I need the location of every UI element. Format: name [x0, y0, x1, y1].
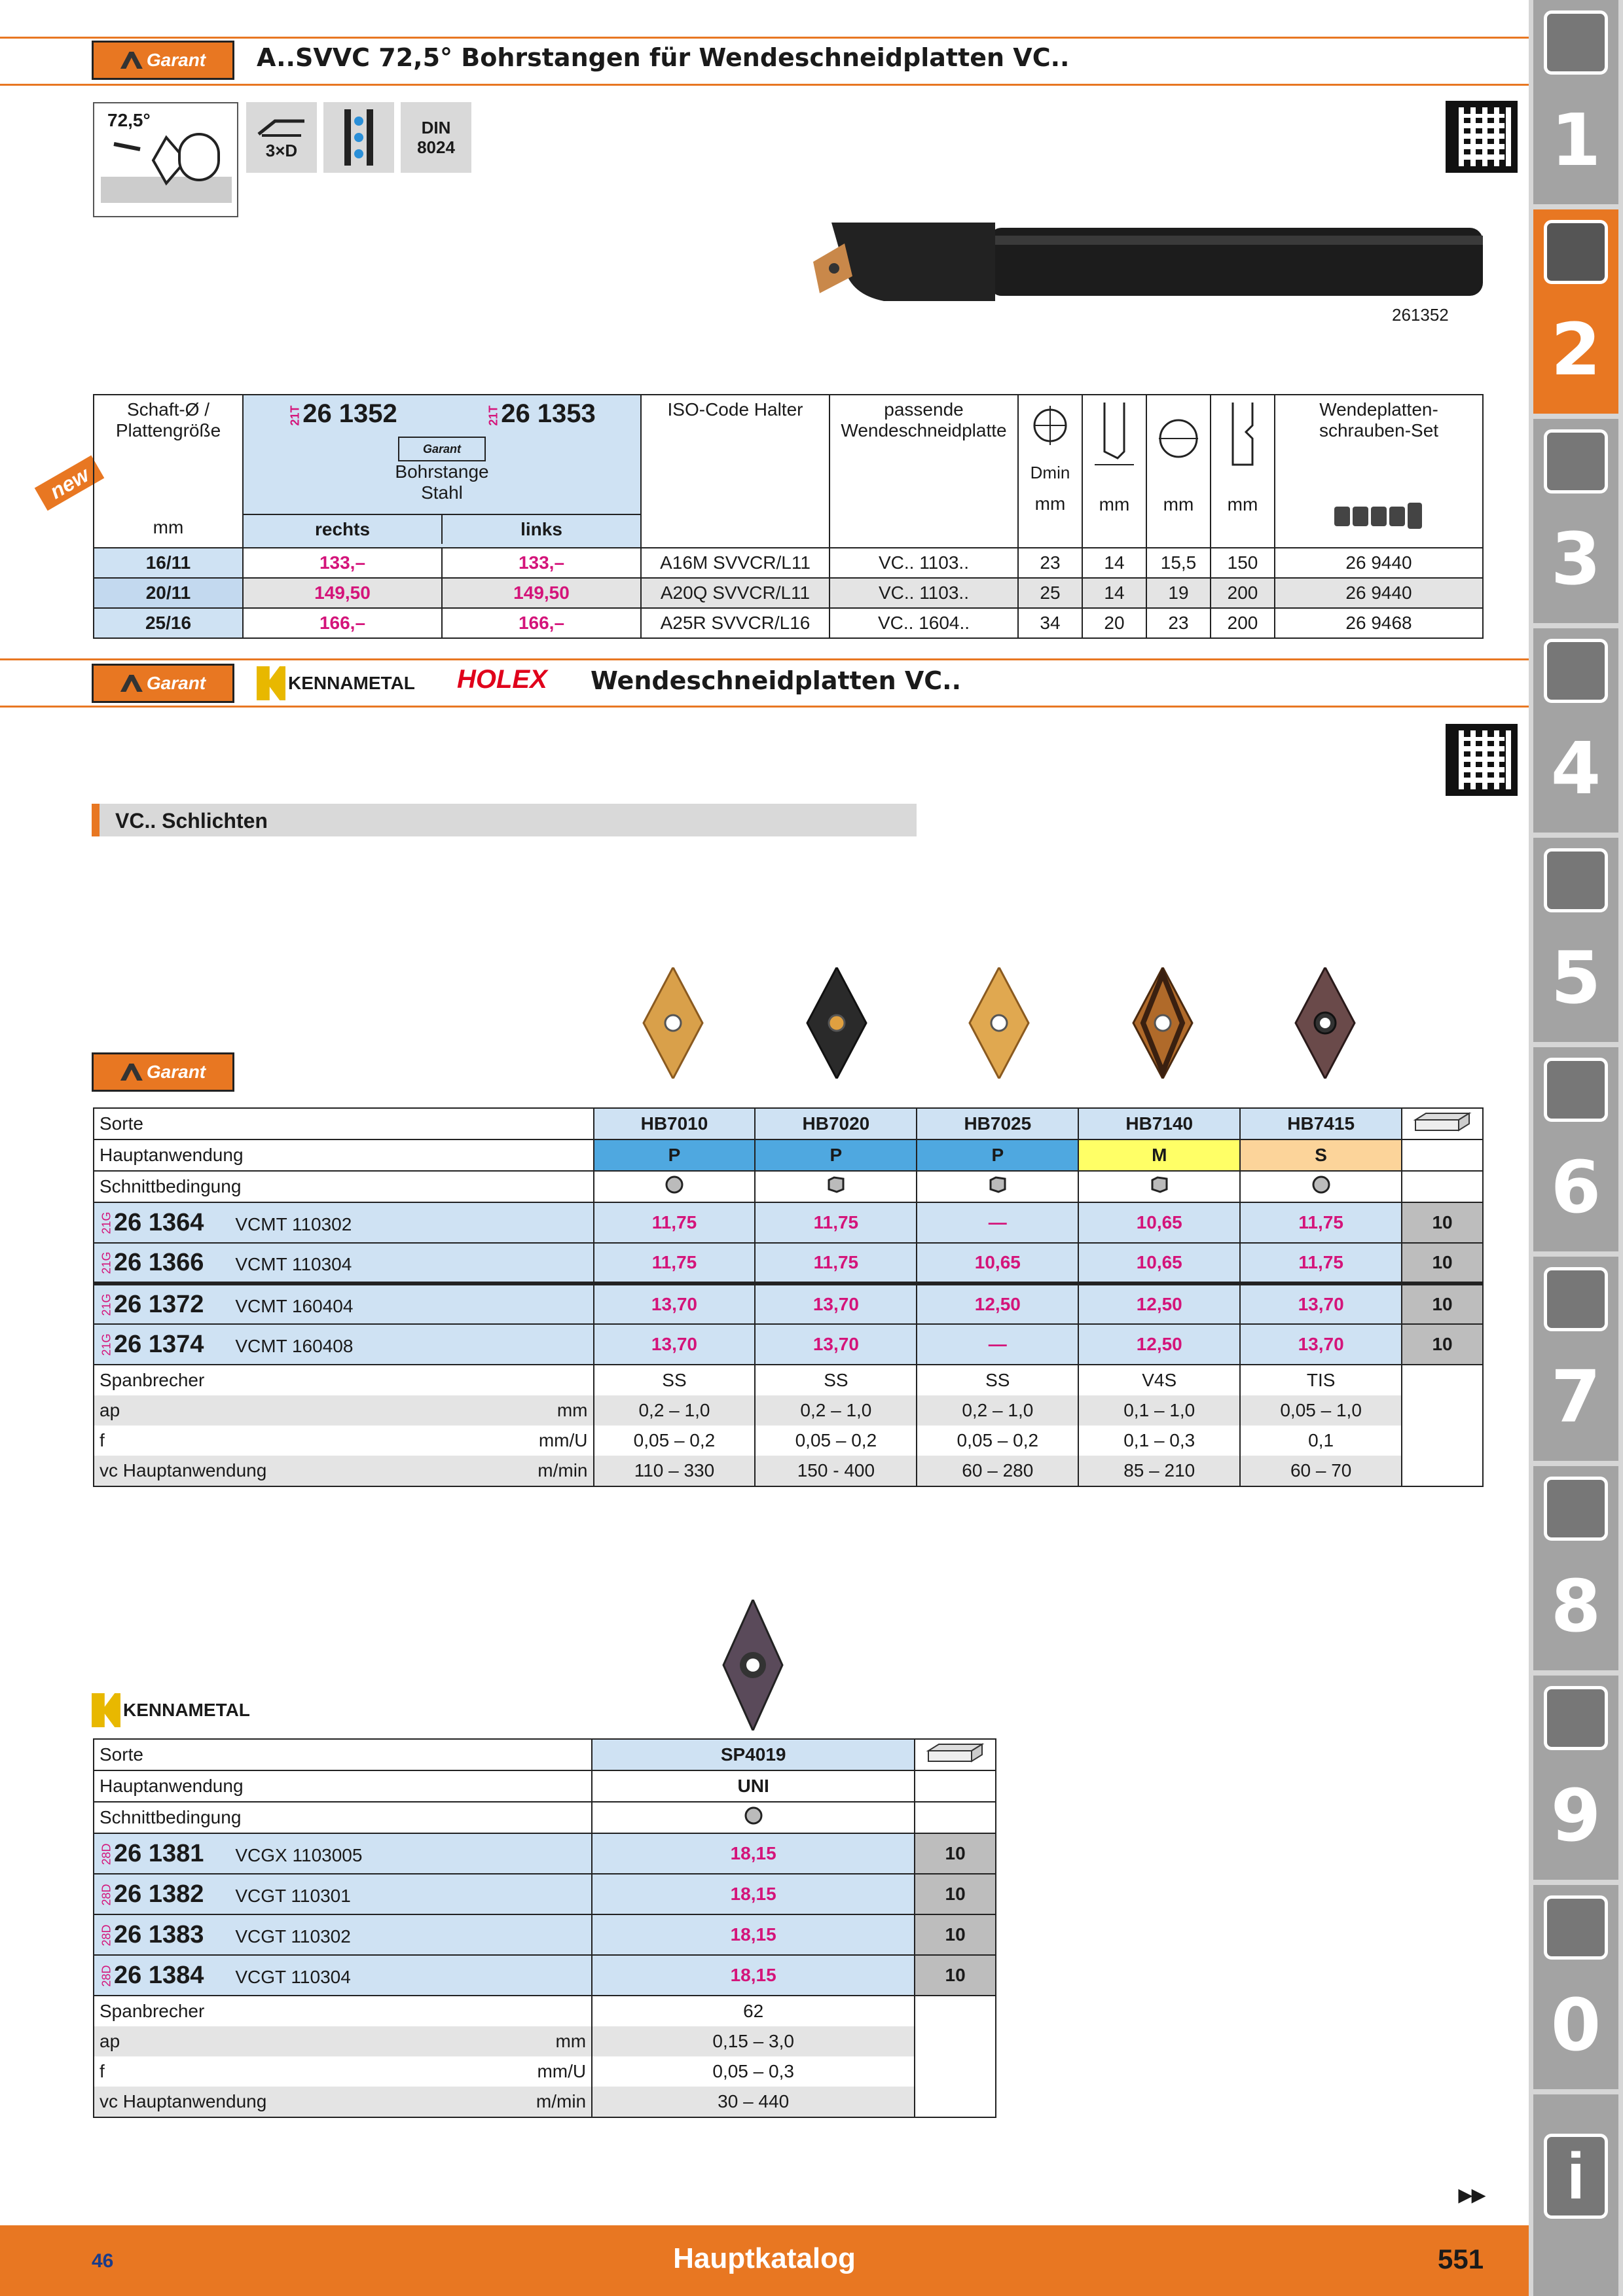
b-dim-header: mm: [1146, 395, 1211, 548]
a-dim-header: mm: [1082, 395, 1146, 548]
circle-icon: [592, 1802, 915, 1833]
chapter-tab-6[interactable]: 6: [1533, 1047, 1618, 1251]
table-row: 28D26 1381 VCGX 1103005 18,15 10: [94, 1833, 996, 1874]
table-row: 25/16 166,– 166,– A25R SVVCR/L16 VC.. 1604.. 34 20 23 200 26 9468: [94, 608, 1483, 638]
section-title: Wendeschneidplatten VC..: [591, 666, 962, 695]
holex-logo: HOLEX: [457, 665, 547, 694]
caliper-icon: [1544, 639, 1608, 703]
toolcase-icon: [1544, 1477, 1608, 1541]
chapter-tab-info[interactable]: [1533, 2094, 1618, 2296]
footer-page-right: 551: [1438, 2244, 1484, 2274]
chapter-tab-3[interactable]: 3: [1533, 419, 1618, 623]
kennametal-logo: KENNAMETAL: [257, 666, 415, 700]
col-size-header: Schaft-Ø / Plattengröße mm: [94, 395, 243, 548]
insert-hb7140-image: [1130, 967, 1195, 1079]
art-header: 21T26 1352 21T26 1353 Garant Bohrstange Stahl rechts links: [243, 395, 641, 548]
table-row: 28D26 1383 VCGT 110302 18,15 10: [94, 1914, 996, 1955]
table-row: 21G26 1364 VCMT 110302 11,75 11,75 — 10,65 11,75 10: [94, 1202, 1483, 1243]
chapter-tab-5[interactable]: 5: [1533, 838, 1618, 1042]
page-title: A..SVVC 72,5° Bohrstangen für Wendeschneidplatten VC..: [257, 43, 1070, 72]
insert-hb7010-image: [640, 967, 706, 1079]
chapter-tab-4[interactable]: 4: [1533, 628, 1618, 833]
garant-small-logo: Garant: [398, 437, 486, 461]
header-line-bottom: [0, 84, 1529, 86]
wrench-icon: [1544, 1058, 1608, 1122]
circle-interrupted-icon: [755, 1171, 917, 1202]
insert-icon: [1544, 220, 1608, 284]
section-bar: [92, 804, 917, 836]
table-row: 28D26 1384 VCGT 110304 18,15 10: [94, 1955, 996, 1996]
section-label: VC.. Schlichten: [115, 809, 268, 833]
qr-code-icon[interactable]: [1446, 101, 1518, 173]
table-row: 21G26 1372 VCMT 160404 13,70 13,70 12,50 12,50 13,70 10: [94, 1283, 1483, 1324]
header-line-top: [0, 37, 1529, 39]
table-row: 20/11 149,50 149,50 A20Q SVVCR/L11 VC.. 1103.. 25 14 19 200 26 9440: [94, 578, 1483, 608]
din-icon: DIN 8024: [401, 102, 471, 173]
image-caption: 261352: [1392, 305, 1449, 325]
insert-hb7025-image: [966, 967, 1032, 1079]
table-row: 21G26 1374 VCMT 160408 13,70 13,70 — 12,50 13,70 10: [94, 1324, 1483, 1365]
safety-icon: [1544, 1895, 1608, 1960]
l-dim-header: mm: [1211, 395, 1275, 548]
dmin-header: Dmin mm: [1018, 395, 1082, 548]
screw-set-header: Wendeplatten-schrauben-Set: [1275, 395, 1483, 548]
coolant-icon: [323, 102, 394, 173]
kennametal-insert-table: Sorte SP4019 Hauptanwendung UNI Schnittbedingung 28D26 1381 VCGX 1103005 18,15 10 28D26 1382 VCGT 110301 18,15 10 28D26 1383 VCGT 110302 18,15 10 28D26 1384 VCGT 110304 18,15 10 Spanbrecher 62 ap mm 0,15 – 3,0 f mm/U 0,05 – 0,3 vc Hauptanwendung m/min 30 – 440: [93, 1738, 996, 2118]
footer-page-left: 46: [92, 2250, 114, 2272]
next-page-icon[interactable]: ▸▸: [1459, 2180, 1486, 2209]
iso-header: ISO-Code Halter: [641, 395, 830, 548]
pack-icon: [1402, 1108, 1483, 1139]
chapter-tab-2[interactable]: 2: [1533, 209, 1618, 414]
new-badge: new: [35, 456, 105, 511]
kennametal-logo: KENNAMETAL: [92, 1693, 250, 1728]
garant-logo: Garant: [92, 664, 234, 703]
table-row: 28D26 1382 VCGT 110301 18,15 10: [94, 1874, 996, 1914]
table-row: 21G26 1366 VCMT 110304 11,75 11,75 10,65 10,65 11,75 10: [94, 1243, 1483, 1283]
pack-icon: [915, 1739, 996, 1770]
depth-icon: 3×D: [246, 102, 317, 173]
hammer-pliers-icon: [1544, 1267, 1608, 1331]
info-icon: i: [1544, 2134, 1608, 2219]
grinding-disc-icon: [1544, 848, 1608, 912]
insert-hb7415-image: [1292, 967, 1358, 1079]
circle-interrupted-icon: [1078, 1171, 1240, 1202]
insert-hb7020-image: [804, 967, 869, 1079]
garant-logo: Garant: [92, 1052, 234, 1092]
chapter-tab-1[interactable]: 1: [1533, 0, 1618, 204]
circle-icon: [1240, 1171, 1402, 1202]
drill-icon: [1544, 10, 1608, 75]
angle-diagram-icon: 72,5°: [93, 102, 238, 217]
boring-bar-table: [93, 394, 1484, 639]
garant-logo: Garant: [92, 41, 234, 80]
footer-bar: [0, 2225, 1529, 2296]
header2-line-bottom: [0, 706, 1529, 708]
chapter-tab-7[interactable]: 7: [1533, 1257, 1618, 1461]
boring-bar-image: [805, 216, 1489, 314]
cabinet-icon: [1544, 1686, 1608, 1750]
insert-header: passende Wendeschneidplatte: [830, 395, 1018, 548]
chapter-tab-0[interactable]: 0: [1533, 1885, 1618, 2089]
chapter-tab-9[interactable]: 9: [1533, 1676, 1618, 1880]
circle-icon: [594, 1171, 756, 1202]
insert-sp4019-image: [720, 1600, 786, 1731]
chuck-icon: [1544, 429, 1608, 493]
footer-title: Hauptkatalog: [673, 2242, 856, 2274]
table-row: 16/11 133,– 133,– A16M SVVCR/L11 VC.. 1103.. 23 14 15,5 150 26 9440: [94, 548, 1483, 578]
qr-code-icon[interactable]: [1446, 724, 1518, 796]
garant-insert-table: Sorte HB7010 HB7020 HB7025 HB7140 HB7415 Hauptanwendung P P P M S Schnittbedingung 21G26 1364 VCMT 110302 11,75 11,75 — 10,65 11,75 10 21G26 1366 VCMT 110304 11,75 11,75 10,65 10,65 11,75 10 21G26 1372 VCMT 160404 13,70 13,70 12,50 12,50 13,70 10 21G26 1374 VCMT 160408 13,70 13,70 — 12,50 13,70 10 Spanbrecher SS SS SS V4S TIS ap mm 0,2 – 1,0 0,2 – 1,0 0,2 – 1,0 0,1 – 1,0 0,05 – 1,0 f mm/U 0,05 – 0,2 0,05 – 0,2 0,05 – 0,2 0,1 – 0,3 0,1 vc Hauptanwendung m/min 110 – 330 150 - 400 60 – 280 85 – 210 60 – 70: [93, 1107, 1484, 1487]
circle-interrupted-icon: [917, 1171, 1078, 1202]
header2-line-top: [0, 658, 1529, 660]
chapter-tab-8[interactable]: 8: [1533, 1466, 1618, 1670]
